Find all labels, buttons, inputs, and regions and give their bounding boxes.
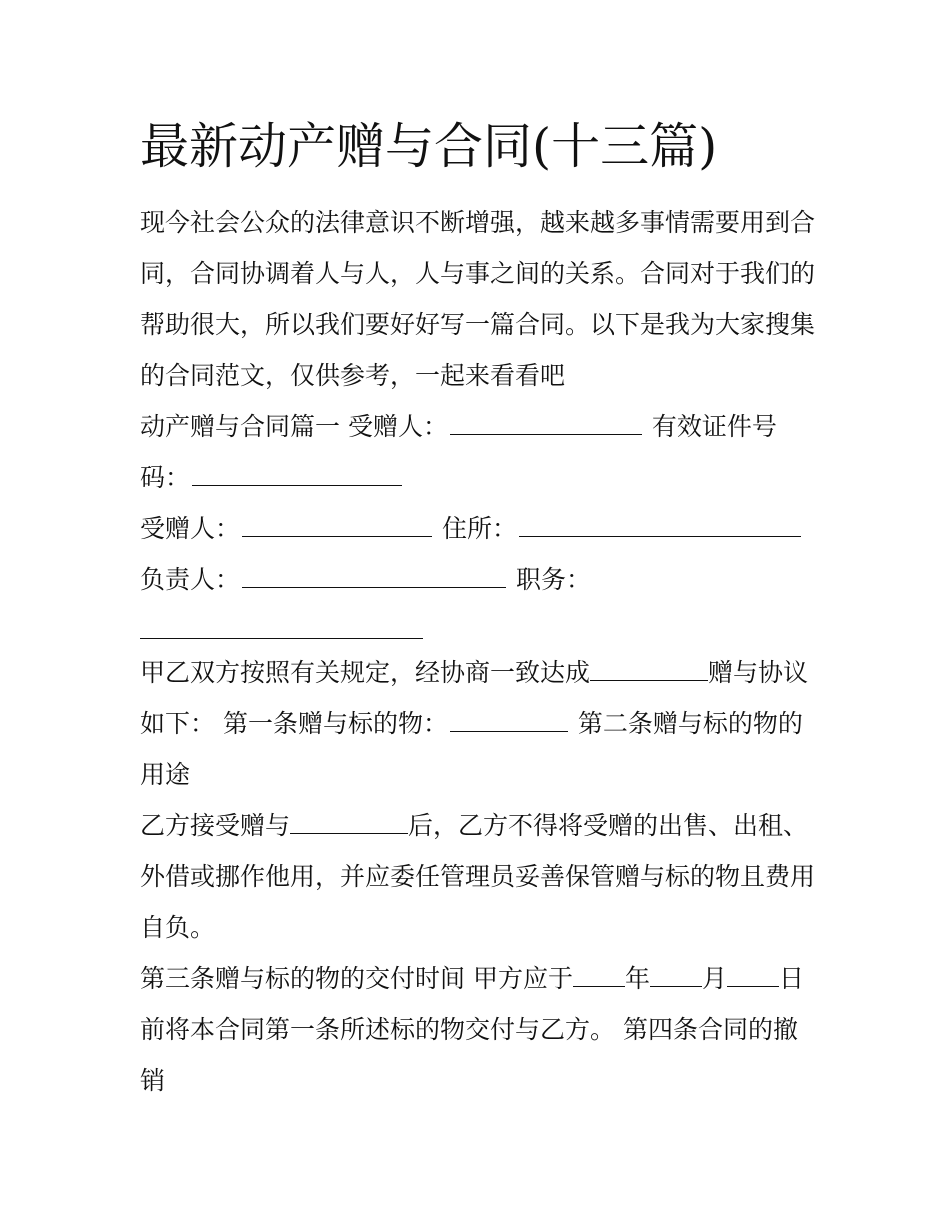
section-heading-recipient-label: 动产赠与合同篇一 受赠人： bbox=[140, 412, 448, 441]
gift-object-blank[interactable] bbox=[450, 709, 568, 732]
day-blank[interactable] bbox=[727, 964, 779, 987]
id-number-line bbox=[140, 460, 404, 496]
id-number-label-cont: 码： bbox=[140, 463, 191, 492]
agreement-line-6: 自负。 bbox=[140, 913, 216, 942]
recipient-name-blank[interactable] bbox=[450, 412, 642, 435]
id-number-blank[interactable] bbox=[192, 463, 402, 486]
agreement-line-7 bbox=[140, 961, 804, 997]
accepted-gift-blank[interactable] bbox=[290, 811, 408, 834]
document-title: 最新动产赠与合同(十三篇) bbox=[140, 118, 718, 175]
responsible-blank[interactable] bbox=[242, 565, 506, 588]
recipient-label: 受赠人： bbox=[140, 514, 241, 543]
agreement-text: 乙方接受赠与 bbox=[140, 811, 291, 840]
agreement-line-2 bbox=[140, 706, 803, 742]
intro-line-4: 的合同范文，仅供参考，一起来看看吧 bbox=[140, 361, 566, 390]
intro-line-3: 帮助很大，所以我们要好好写一篇合同。以下是我为大家搜集 bbox=[140, 310, 816, 339]
year-blank[interactable] bbox=[573, 964, 625, 987]
agreement-line-9: 销 bbox=[140, 1066, 166, 1095]
intro-line-1: 现今社会公众的法律意识不断增强，越来越多事情需要用到合 bbox=[140, 208, 816, 237]
agreement-text: 赠与协议 bbox=[708, 658, 809, 687]
agreement-text: 如下： 第一条赠与标的物： bbox=[140, 709, 448, 738]
month-label: 月 bbox=[701, 964, 727, 993]
address-label: 住所： bbox=[441, 514, 517, 543]
agreement-text: 第二条赠与标的物的 bbox=[577, 709, 803, 738]
agreement-line-3: 用途 bbox=[140, 760, 191, 789]
id-number-label: 有效证件号 bbox=[651, 412, 777, 441]
recipient-line bbox=[140, 409, 777, 445]
position-line bbox=[140, 613, 425, 649]
month-blank[interactable] bbox=[650, 964, 702, 987]
agreement-text: 第三条赠与标的物的交付时间 甲方应于 bbox=[140, 964, 573, 993]
agreement-line-5: 外借或挪作他用，并应委任管理员妥善保管赠与标的物且费用 bbox=[140, 862, 816, 891]
agreement-text: 后，乙方不得将受赠的出售、出租、 bbox=[408, 811, 809, 840]
recipient-blank[interactable] bbox=[242, 514, 432, 537]
agreement-text: 甲乙双方按照有关规定，经协商一致达成 bbox=[140, 658, 591, 687]
intro-line-2: 同，合同协调着人与人，人与事之间的关系。合同对于我们的 bbox=[140, 259, 816, 288]
position-label: 职务： bbox=[515, 565, 591, 594]
agreement-type-blank[interactable] bbox=[590, 658, 708, 681]
year-label: 年 bbox=[624, 964, 650, 993]
recipient-address-line bbox=[140, 511, 803, 547]
responsible-label: 负责人： bbox=[140, 565, 241, 594]
agreement-line-1 bbox=[140, 655, 808, 691]
day-label: 日 bbox=[778, 964, 804, 993]
responsible-line bbox=[140, 562, 591, 598]
address-blank[interactable] bbox=[519, 514, 801, 537]
agreement-line-4 bbox=[140, 808, 808, 844]
agreement-line-8: 前将本合同第一条所述标的物交付与乙方。 第四条合同的撤 bbox=[140, 1015, 798, 1044]
position-blank[interactable] bbox=[140, 616, 423, 639]
